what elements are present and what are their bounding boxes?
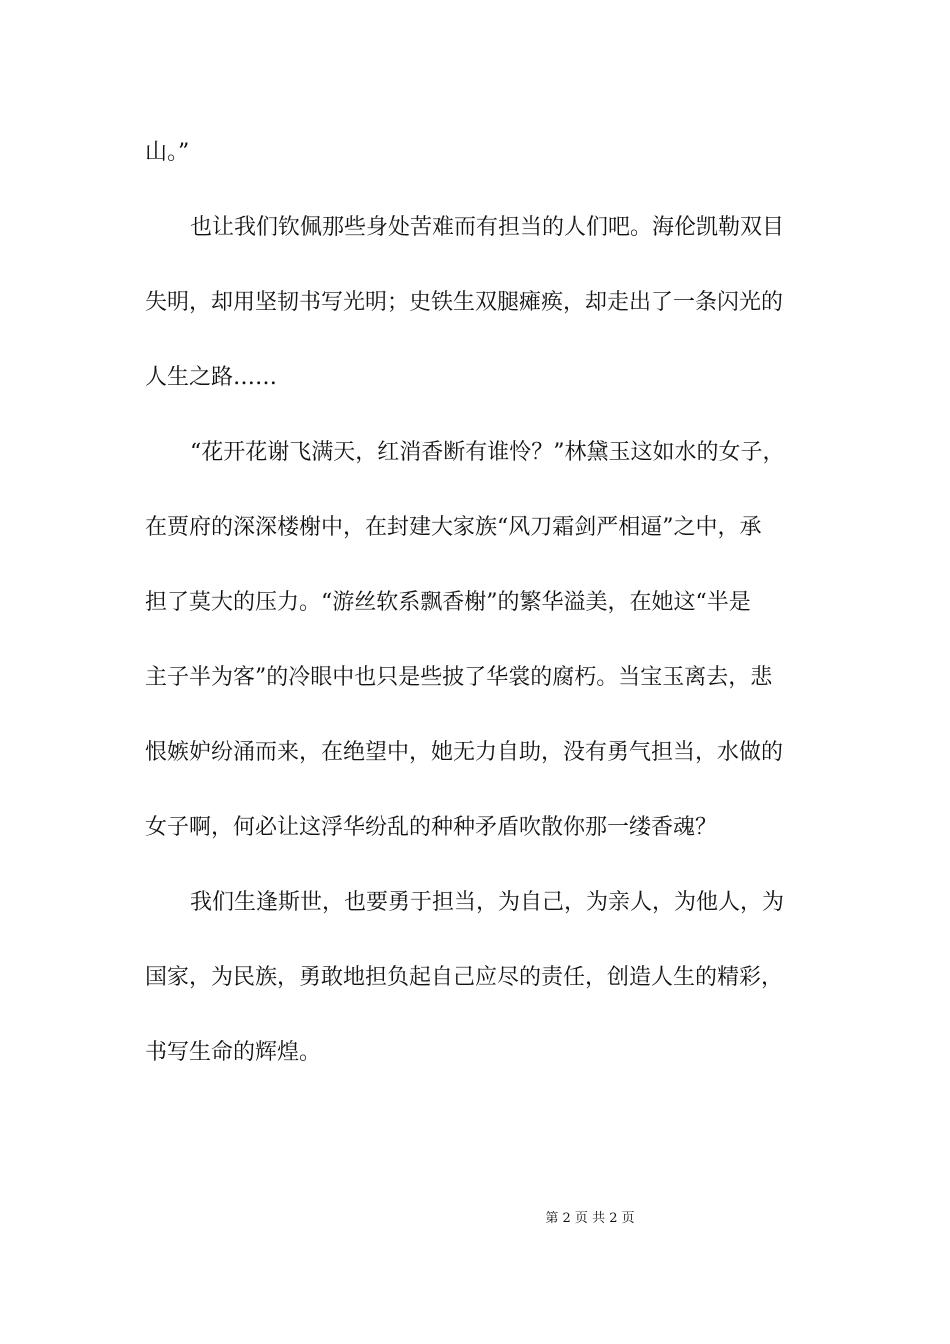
text-line: 主子半为客”的冷眼中也只是些披了华裳的腐朽。当宝玉离去，悲 <box>145 665 773 690</box>
page-number-footer: 第 2 页 共 2 页 <box>545 1211 635 1226</box>
text-line: 书写生命的辉煌。 <box>145 1040 322 1065</box>
text-line: 人生之路…… <box>145 365 278 390</box>
text-line: 在贾府的深深楼榭中，在封建大家族“风刀霜剑严相逼”之中，承 <box>145 515 762 540</box>
text-line: 山。” <box>145 140 190 165</box>
text-line: 国家，为民族，勇敢地担负起自己应尽的责任，创造人生的精彩， <box>145 965 784 990</box>
paragraph-first-line: 我们生逢斯世，也要勇于担当，为自己，为亲人，为他人，为 <box>190 890 785 915</box>
text-line: 担了莫大的压力。“游丝软系飘香榭”的繁华溢美，在她这“半是 <box>145 590 751 615</box>
paragraph-first-line: “花开花谢飞满天，红消香断有谁怜？”林黛玉这如水的女子， <box>190 440 785 465</box>
text-line: 恨嫉妒纷涌而来，在绝望中，她无力自助，没有勇气担当，水做的 <box>145 740 784 765</box>
text-line: 女子啊，何必让这浮华纷乱的种种矛盾吹散你那一缕香魂？ <box>145 815 718 840</box>
paragraph-first-line: 也让我们钦佩那些身处苦难而有担当的人们吧。海伦凯勒双目 <box>190 215 785 240</box>
text-line: 失明，却用坚韧书写光明；史铁生双腿瘫痪，却走出了一条闪光的 <box>145 290 784 315</box>
